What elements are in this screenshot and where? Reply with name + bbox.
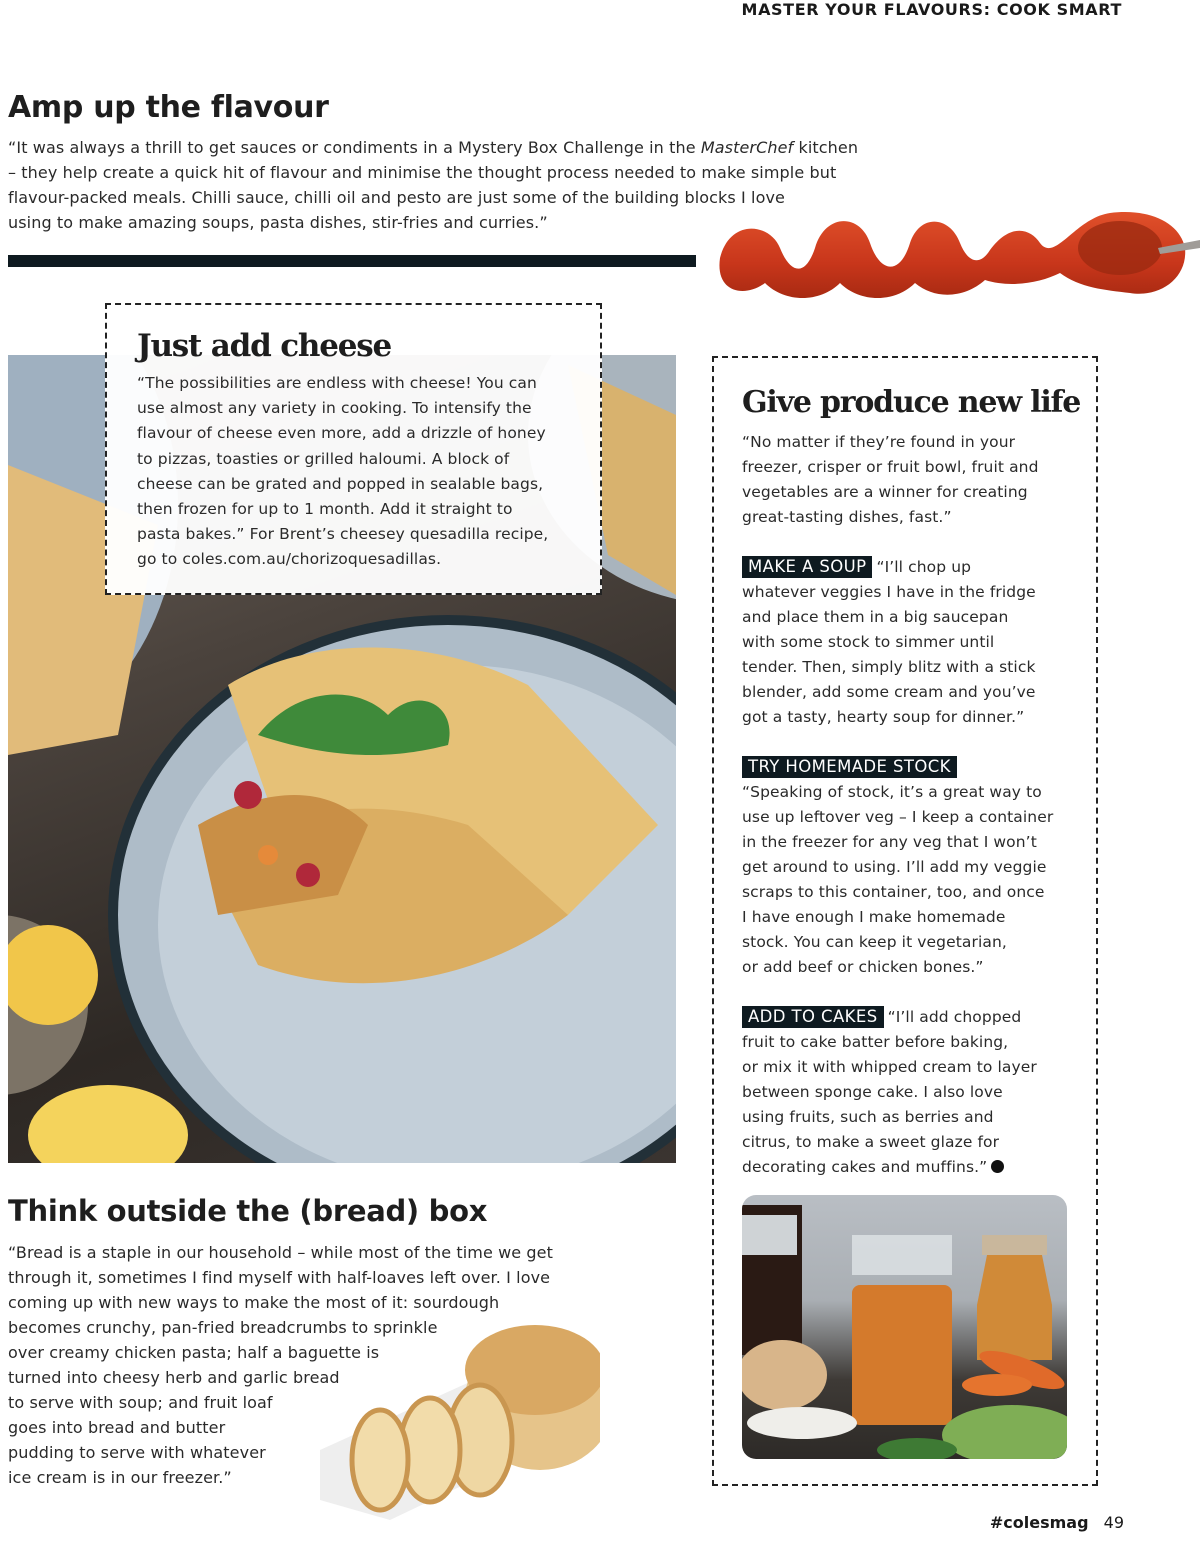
divider-bar xyxy=(8,255,696,267)
hashtag: #colesmag xyxy=(989,1513,1089,1532)
italic-masterchef: MasterChef xyxy=(700,138,794,157)
body-line: over creamy chicken pasta; half a baguette is xyxy=(8,1343,380,1362)
body-line: decorating cakes and muffins.” xyxy=(742,1158,988,1176)
body-line: “No matter if they’re found in your xyxy=(742,433,1016,451)
chilli-sauce-image xyxy=(710,188,1200,308)
body-line: “Bread is a staple in our household – while most of the time we get xyxy=(8,1243,554,1262)
tip-tag: TRY HOMEMADE STOCK xyxy=(742,756,957,778)
body-line: or mix it with whipped cream to layer xyxy=(742,1058,1037,1076)
body-line: use up leftover veg – I keep a container xyxy=(742,808,1054,826)
running-head: MASTER YOUR FLAVOURS: COOK SMART xyxy=(741,0,1122,19)
tip-add-to-cakes xyxy=(742,1005,1082,1180)
body-line: pasta bakes.” For Brent’s cheesey quesadilla recipe, xyxy=(137,525,549,544)
tip-homemade-stock xyxy=(742,755,1082,980)
body-line: stock. You can keep it vegetarian, xyxy=(742,933,1007,951)
body-line: flavour-packed meals. Chilli sauce, chilli oil and pesto are just some of the building blocks I love xyxy=(8,188,785,207)
section-title-amp: Amp up the flavour xyxy=(8,90,329,125)
tip-tag: ADD TO CAKES xyxy=(742,1006,884,1028)
body-line: “Speaking of stock, it’s a great way to xyxy=(742,783,1042,801)
body-line: to serve with soup; and fruit loaf xyxy=(8,1393,273,1412)
body-line: “I’ll chop up xyxy=(876,558,972,576)
body-line: and place them in a big saucepan xyxy=(742,608,1009,626)
body-line: using to make amazing soups, pasta dishes, stir-fries and curries.” xyxy=(8,213,548,232)
body-line: becomes crunchy, pan-fried breadcrumbs to sprinkle xyxy=(8,1318,438,1337)
body-line: “It was always a thrill to get sauces or condiments in a Mystery Box Challenge in the xyxy=(8,138,696,157)
chilli-swirl-icon xyxy=(710,188,1200,308)
body-line: I have enough I make homemade xyxy=(742,908,1006,926)
section-title-bread: Think outside the (bread) box xyxy=(8,1194,488,1228)
body-line: coming up with new ways to make the most of it: sourdough xyxy=(8,1293,500,1312)
body-line: turned into cheesy herb and garlic bread xyxy=(8,1368,340,1387)
body-line: got a tasty, hearty soup for dinner.” xyxy=(742,708,1025,726)
end-mark-icon xyxy=(991,1160,1004,1173)
stock-jars-icon xyxy=(742,1195,1067,1459)
body-line: blender, add some cream and you’ve xyxy=(742,683,1036,701)
recipe-link[interactable]: go to coles.com.au/chorizoquesadillas. xyxy=(137,550,442,569)
body-line: citrus, to make a sweet glaze for xyxy=(742,1133,1000,1151)
page-footer xyxy=(990,1513,1124,1532)
body-line: whatever veggies I have in the fridge xyxy=(742,583,1036,601)
body-line: goes into bread and butter xyxy=(8,1418,226,1437)
body-line: then frozen for up to 1 month. Add it straight to xyxy=(137,500,513,519)
body-line: or add beef or chicken bones.” xyxy=(742,958,984,976)
body-line: get around to using. I’ll add my veggie xyxy=(742,858,1047,876)
body-line: vegetables are a winner for creating xyxy=(742,483,1028,501)
body-line: “The possibilities are endless with cheese! You can xyxy=(137,374,537,392)
body-line: great-tasting dishes, fast.” xyxy=(742,508,952,526)
body-line: flavour of cheese even more, add a drizzle of honey xyxy=(137,424,546,443)
body-line: use almost any variety in cooking. To intensify the xyxy=(137,399,532,418)
bread-loaf-icon xyxy=(300,1290,600,1520)
section-title-cheese: Just add cheese xyxy=(137,328,392,364)
section-body-cheese xyxy=(137,371,570,573)
body-line: pudding to serve with whatever xyxy=(8,1443,266,1462)
body-line: using fruits, such as berries and xyxy=(742,1108,994,1126)
cheese-callout-box xyxy=(105,303,602,595)
body-line: freezer, crisper or fruit bowl, fruit and xyxy=(742,458,1039,476)
body-line: cheese can be grated and popped in sealable bags, xyxy=(137,474,544,493)
body-line: – they help create a quick hit of flavour and minimise the thought process needed to make simple but xyxy=(8,163,837,182)
body-line: tender. Then, simply blitz with a stick xyxy=(742,658,1036,676)
stock-jars-photo xyxy=(742,1195,1067,1459)
body-line: kitchen xyxy=(793,138,859,157)
body-line: fruit to cake batter before baking, xyxy=(742,1033,1009,1051)
page-number: 49 xyxy=(1103,1513,1124,1532)
tip-tag: MAKE A SOUP xyxy=(742,556,872,578)
body-line: in the freezer for any veg that I won’t xyxy=(742,833,1037,851)
section-title-produce: Give produce new life xyxy=(742,385,1081,420)
tip-make-soup xyxy=(742,555,1082,730)
body-line: through it, sometimes I find myself with half-loaves left over. I love xyxy=(8,1268,551,1287)
body-line: ice cream is in our freezer.” xyxy=(8,1468,232,1487)
produce-intro xyxy=(742,430,1082,530)
body-line: with some stock to simmer until xyxy=(742,633,995,651)
sourdough-bread-photo xyxy=(300,1290,600,1520)
body-line: between sponge cake. I also love xyxy=(742,1083,1003,1101)
body-line: “I’ll add chopped xyxy=(887,1008,1022,1026)
body-line: to pizzas, toasties or grilled haloumi. A block of xyxy=(137,449,510,468)
body-line: scraps to this container, too, and once xyxy=(742,883,1045,901)
